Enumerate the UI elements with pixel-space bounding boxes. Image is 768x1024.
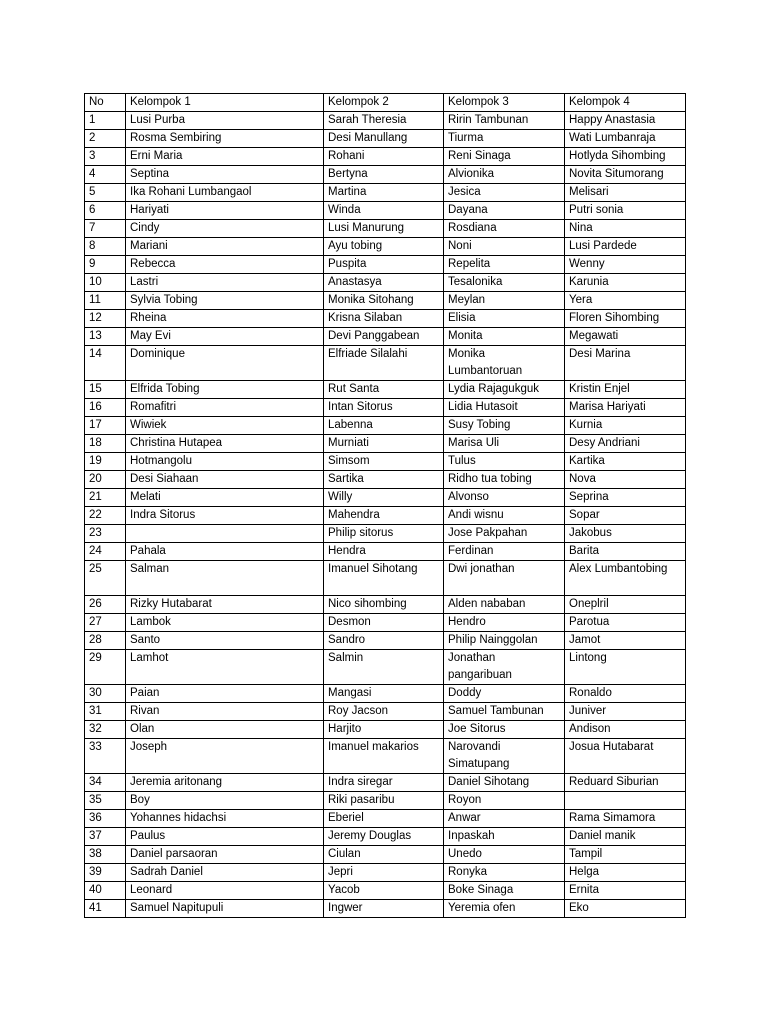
cell-kelompok-1: Daniel parsaoran [126, 846, 324, 864]
table-row [85, 292, 686, 310]
cell-kelompok-3: Dayana [444, 202, 565, 220]
cell-kelompok-1: Salman [126, 561, 324, 596]
group-table-body [85, 94, 686, 918]
cell-kelompok-3: Alvionika [444, 166, 565, 184]
cell-kelompok-1: Rivan [126, 703, 324, 721]
cell-kelompok-3: Rosdiana [444, 220, 565, 238]
cell-kelompok-3: Reni Sinaga [444, 148, 565, 166]
cell-no: 22 [85, 507, 126, 525]
cell-no: 15 [85, 381, 126, 399]
cell-kelompok-2: Devi Panggabean [324, 328, 444, 346]
cell-kelompok-1: Lusi Purba [126, 112, 324, 130]
header-kelompok-3: Kelompok 3 [444, 94, 565, 112]
cell-kelompok-1: Samuel Napitupuli [126, 900, 324, 918]
cell-no: 21 [85, 489, 126, 507]
cell-no: 28 [85, 632, 126, 650]
cell-kelompok-4: Kartika [565, 453, 686, 471]
cell-kelompok-1: Boy [126, 792, 324, 810]
table-row [85, 166, 686, 184]
cell-kelompok-4: Helga [565, 864, 686, 882]
cell-no: 2 [85, 130, 126, 148]
table-row [85, 112, 686, 130]
cell-kelompok-2: Labenna [324, 417, 444, 435]
cell-no: 36 [85, 810, 126, 828]
cell-kelompok-4: Putri sonia [565, 202, 686, 220]
cell-no: 17 [85, 417, 126, 435]
cell-no: 40 [85, 882, 126, 900]
table-row [85, 596, 686, 614]
cell-no: 14 [85, 346, 126, 381]
cell-kelompok-1: Jeremia aritonang [126, 774, 324, 792]
cell-no: 5 [85, 184, 126, 202]
cell-kelompok-2: Rut Santa [324, 381, 444, 399]
cell-no: 41 [85, 900, 126, 918]
cell-kelompok-1: Ika Rohani Lumbangaol [126, 184, 324, 202]
cell-kelompok-4: Reduard Siburian [565, 774, 686, 792]
cell-kelompok-2: Indra siregar [324, 774, 444, 792]
cell-no: 7 [85, 220, 126, 238]
cell-kelompok-4: Nina [565, 220, 686, 238]
table-row [85, 435, 686, 453]
table-row [85, 864, 686, 882]
table-row [85, 238, 686, 256]
cell-no: 4 [85, 166, 126, 184]
table-row [85, 202, 686, 220]
cell-kelompok-2: Bertyna [324, 166, 444, 184]
cell-kelompok-1: Rebecca [126, 256, 324, 274]
cell-kelompok-2: Sarah Theresia [324, 112, 444, 130]
cell-kelompok-2: Simsom [324, 453, 444, 471]
cell-kelompok-1: Paulus [126, 828, 324, 846]
cell-no: 9 [85, 256, 126, 274]
cell-kelompok-2: Winda [324, 202, 444, 220]
cell-no: 33 [85, 739, 126, 774]
table-row [85, 471, 686, 489]
cell-kelompok-1 [126, 525, 324, 543]
cell-kelompok-1: Erni Maria [126, 148, 324, 166]
table-header-row [85, 94, 686, 112]
cell-kelompok-2: Hendra [324, 543, 444, 561]
table-row [85, 900, 686, 918]
cell-kelompok-3: Anwar [444, 810, 565, 828]
cell-kelompok-3: Narovandi Simatupang [444, 739, 565, 774]
cell-kelompok-4: Alex Lumbantobing [565, 561, 686, 596]
cell-kelompok-1: Leonard [126, 882, 324, 900]
cell-kelompok-1: Septina [126, 166, 324, 184]
header-kelompok-2: Kelompok 2 [324, 94, 444, 112]
cell-kelompok-3: Elisia [444, 310, 565, 328]
table-row [85, 632, 686, 650]
cell-kelompok-1: Sylvia Tobing [126, 292, 324, 310]
cell-kelompok-4: Lusi Pardede [565, 238, 686, 256]
cell-kelompok-2: Riki pasaribu [324, 792, 444, 810]
cell-kelompok-1: Paian [126, 685, 324, 703]
cell-kelompok-2: Nico sihombing [324, 596, 444, 614]
cell-kelompok-4: Parotua [565, 614, 686, 632]
cell-kelompok-4: Seprina [565, 489, 686, 507]
table-row [85, 453, 686, 471]
table-row [85, 256, 686, 274]
cell-kelompok-2: Philip sitorus [324, 525, 444, 543]
cell-kelompok-3: Daniel Sihotang [444, 774, 565, 792]
cell-kelompok-4: Wati Lumbanraja [565, 130, 686, 148]
cell-kelompok-3: Boke Sinaga [444, 882, 565, 900]
table-row [85, 525, 686, 543]
cell-no: 11 [85, 292, 126, 310]
cell-kelompok-4: Melisari [565, 184, 686, 202]
cell-kelompok-3: Tiurma [444, 130, 565, 148]
cell-kelompok-3: Monika Lumbantoruan [444, 346, 565, 381]
cell-kelompok-4: Desi Marina [565, 346, 686, 381]
cell-kelompok-1: Sadrah Daniel [126, 864, 324, 882]
cell-kelompok-1: Christina Hutapea [126, 435, 324, 453]
cell-kelompok-1: Hariyati [126, 202, 324, 220]
table-row [85, 561, 686, 596]
cell-kelompok-3: Ferdinan [444, 543, 565, 561]
cell-kelompok-3: Yeremia ofen [444, 900, 565, 918]
cell-kelompok-1: Rheina [126, 310, 324, 328]
cell-kelompok-3: Lidia Hutasoit [444, 399, 565, 417]
cell-kelompok-1: Romafitri [126, 399, 324, 417]
cell-kelompok-3: Tesalonika [444, 274, 565, 292]
cell-kelompok-4: Desy Andriani [565, 435, 686, 453]
cell-kelompok-4: Eko [565, 900, 686, 918]
cell-kelompok-1: Lamhot [126, 650, 324, 685]
cell-kelompok-3: Alden nababan [444, 596, 565, 614]
cell-kelompok-3: Doddy [444, 685, 565, 703]
table-row [85, 310, 686, 328]
cell-kelompok-1: Yohannes hidachsi [126, 810, 324, 828]
cell-kelompok-2: Imanuel Sihotang [324, 561, 444, 596]
cell-kelompok-4: Megawati [565, 328, 686, 346]
cell-kelompok-1: Wiwiek [126, 417, 324, 435]
cell-kelompok-2: Sandro [324, 632, 444, 650]
cell-kelompok-1: Mariani [126, 238, 324, 256]
table-row [85, 846, 686, 864]
cell-kelompok-3: Unedo [444, 846, 565, 864]
cell-kelompok-4: Yera [565, 292, 686, 310]
cell-kelompok-3: Jose Pakpahan [444, 525, 565, 543]
cell-kelompok-2: Intan Sitorus [324, 399, 444, 417]
cell-no: 19 [85, 453, 126, 471]
cell-kelompok-2: Roy Jacson [324, 703, 444, 721]
cell-no: 31 [85, 703, 126, 721]
cell-kelompok-1: Elfrida Tobing [126, 381, 324, 399]
cell-kelompok-3: Dwi jonathan [444, 561, 565, 596]
cell-kelompok-4: Nova [565, 471, 686, 489]
table-row [85, 148, 686, 166]
cell-kelompok-3: Ridho tua tobing [444, 471, 565, 489]
cell-kelompok-3: Tulus [444, 453, 565, 471]
cell-no: 8 [85, 238, 126, 256]
cell-kelompok-4: Lintong [565, 650, 686, 685]
cell-kelompok-1: Santo [126, 632, 324, 650]
table-row [85, 346, 686, 381]
table-row [85, 792, 686, 810]
cell-kelompok-2: Salmin [324, 650, 444, 685]
cell-kelompok-1: Indra Sitorus [126, 507, 324, 525]
table-row [85, 399, 686, 417]
cell-kelompok-3: Susy Tobing [444, 417, 565, 435]
cell-kelompok-1: Lastri [126, 274, 324, 292]
cell-kelompok-2: Eberiel [324, 810, 444, 828]
cell-kelompok-1: Joseph [126, 739, 324, 774]
cell-no: 27 [85, 614, 126, 632]
cell-kelompok-4: Andison [565, 721, 686, 739]
cell-kelompok-1: Rosma Sembiring [126, 130, 324, 148]
table-row [85, 328, 686, 346]
cell-kelompok-4 [565, 792, 686, 810]
table-row [85, 828, 686, 846]
cell-no: 29 [85, 650, 126, 685]
cell-kelompok-3: Alvonso [444, 489, 565, 507]
table-row [85, 739, 686, 774]
cell-kelompok-3: Samuel Tambunan [444, 703, 565, 721]
cell-kelompok-2: Jepri [324, 864, 444, 882]
cell-kelompok-1: Hotmangolu [126, 453, 324, 471]
cell-no: 24 [85, 543, 126, 561]
cell-kelompok-2: Jeremy Douglas [324, 828, 444, 846]
cell-kelompok-1: Cindy [126, 220, 324, 238]
cell-kelompok-2: Elfriade Silalahi [324, 346, 444, 381]
cell-kelompok-2: Anastasya [324, 274, 444, 292]
cell-kelompok-1: Olan [126, 721, 324, 739]
table-row [85, 882, 686, 900]
cell-kelompok-1: Desi Siahaan [126, 471, 324, 489]
cell-kelompok-2: Sartika [324, 471, 444, 489]
cell-kelompok-4: Oneplril [565, 596, 686, 614]
cell-kelompok-2: Rohani [324, 148, 444, 166]
cell-kelompok-4: Ronaldo [565, 685, 686, 703]
cell-kelompok-2: Ingwer [324, 900, 444, 918]
cell-kelompok-2: Desi Manullang [324, 130, 444, 148]
cell-kelompok-4: Happy Anastasia [565, 112, 686, 130]
cell-kelompok-3: Meylan [444, 292, 565, 310]
cell-kelompok-2: Mahendra [324, 507, 444, 525]
cell-kelompok-4: Hotlyda Sihombing [565, 148, 686, 166]
cell-no: 23 [85, 525, 126, 543]
table-row [85, 543, 686, 561]
cell-kelompok-4: Novita Situmorang [565, 166, 686, 184]
table-row [85, 685, 686, 703]
cell-kelompok-4: Jamot [565, 632, 686, 650]
cell-kelompok-3: Inpaskah [444, 828, 565, 846]
cell-no: 38 [85, 846, 126, 864]
header-no: No [85, 94, 126, 112]
cell-kelompok-3: Repelita [444, 256, 565, 274]
cell-no: 32 [85, 721, 126, 739]
table-row [85, 507, 686, 525]
cell-kelompok-1: Rizky Hutabarat [126, 596, 324, 614]
cell-kelompok-1: Melati [126, 489, 324, 507]
cell-kelompok-2: Ayu tobing [324, 238, 444, 256]
cell-kelompok-3: Ririn Tambunan [444, 112, 565, 130]
table-row [85, 810, 686, 828]
cell-kelompok-4: Floren Sihombing [565, 310, 686, 328]
cell-kelompok-3: Jonathan pangaribuan [444, 650, 565, 685]
cell-kelompok-2: Yacob [324, 882, 444, 900]
cell-kelompok-3: Philip Nainggolan [444, 632, 565, 650]
cell-no: 10 [85, 274, 126, 292]
cell-kelompok-2: Desmon [324, 614, 444, 632]
cell-kelompok-3: Joe Sitorus [444, 721, 565, 739]
table-row [85, 721, 686, 739]
cell-kelompok-4: Marisa Hariyati [565, 399, 686, 417]
table-row [85, 417, 686, 435]
table-row [85, 774, 686, 792]
table-row [85, 220, 686, 238]
cell-kelompok-4: Tampil [565, 846, 686, 864]
cell-kelompok-3: Ronyka [444, 864, 565, 882]
cell-kelompok-4: Wenny [565, 256, 686, 274]
cell-kelompok-4: Daniel manik [565, 828, 686, 846]
cell-kelompok-3: Marisa Uli [444, 435, 565, 453]
cell-no: 26 [85, 596, 126, 614]
cell-no: 30 [85, 685, 126, 703]
cell-no: 39 [85, 864, 126, 882]
cell-no: 34 [85, 774, 126, 792]
cell-kelompok-2: Harjito [324, 721, 444, 739]
cell-kelompok-4: Kristin Enjel [565, 381, 686, 399]
cell-kelompok-3: Noni [444, 238, 565, 256]
cell-kelompok-3: Jesica [444, 184, 565, 202]
cell-kelompok-4: Josua Hutabarat [565, 739, 686, 774]
table-row [85, 274, 686, 292]
cell-kelompok-1: Lambok [126, 614, 324, 632]
cell-kelompok-2: Mangasi [324, 685, 444, 703]
cell-no: 35 [85, 792, 126, 810]
cell-kelompok-2: Martina [324, 184, 444, 202]
cell-kelompok-3: Royon [444, 792, 565, 810]
cell-kelompok-2: Lusi Manurung [324, 220, 444, 238]
cell-no: 3 [85, 148, 126, 166]
cell-kelompok-4: Barita [565, 543, 686, 561]
cell-no: 16 [85, 399, 126, 417]
table-row [85, 489, 686, 507]
cell-kelompok-4: Jakobus [565, 525, 686, 543]
cell-kelompok-2: Krisna Silaban [324, 310, 444, 328]
cell-no: 1 [85, 112, 126, 130]
header-kelompok-4: Kelompok 4 [565, 94, 686, 112]
cell-kelompok-4: Rama Simamora [565, 810, 686, 828]
cell-kelompok-4: Ernita [565, 882, 686, 900]
cell-kelompok-1: Pahala [126, 543, 324, 561]
cell-kelompok-2: Willy [324, 489, 444, 507]
cell-kelompok-2: Imanuel makarios [324, 739, 444, 774]
cell-kelompok-1: May Evi [126, 328, 324, 346]
cell-no: 20 [85, 471, 126, 489]
table-row [85, 130, 686, 148]
cell-kelompok-2: Puspita [324, 256, 444, 274]
cell-no: 12 [85, 310, 126, 328]
group-table [84, 93, 686, 918]
cell-kelompok-4: Sopar [565, 507, 686, 525]
cell-kelompok-4: Karunia [565, 274, 686, 292]
cell-no: 37 [85, 828, 126, 846]
table-row [85, 184, 686, 202]
header-kelompok-1: Kelompok 1 [126, 94, 324, 112]
cell-kelompok-3: Andi wisnu [444, 507, 565, 525]
cell-kelompok-4: Juniver [565, 703, 686, 721]
table-row [85, 650, 686, 685]
cell-no: 6 [85, 202, 126, 220]
cell-no: 18 [85, 435, 126, 453]
cell-no: 13 [85, 328, 126, 346]
cell-kelompok-2: Ciulan [324, 846, 444, 864]
table-row [85, 381, 686, 399]
table-row [85, 614, 686, 632]
cell-kelompok-1: Dominique [126, 346, 324, 381]
cell-no: 25 [85, 561, 126, 596]
cell-kelompok-4: Kurnia [565, 417, 686, 435]
cell-kelompok-3: Lydia Rajagukguk [444, 381, 565, 399]
cell-kelompok-2: Monika Sitohang [324, 292, 444, 310]
table-row [85, 703, 686, 721]
cell-kelompok-2: Murniati [324, 435, 444, 453]
cell-kelompok-3: Hendro [444, 614, 565, 632]
cell-kelompok-3: Monita [444, 328, 565, 346]
